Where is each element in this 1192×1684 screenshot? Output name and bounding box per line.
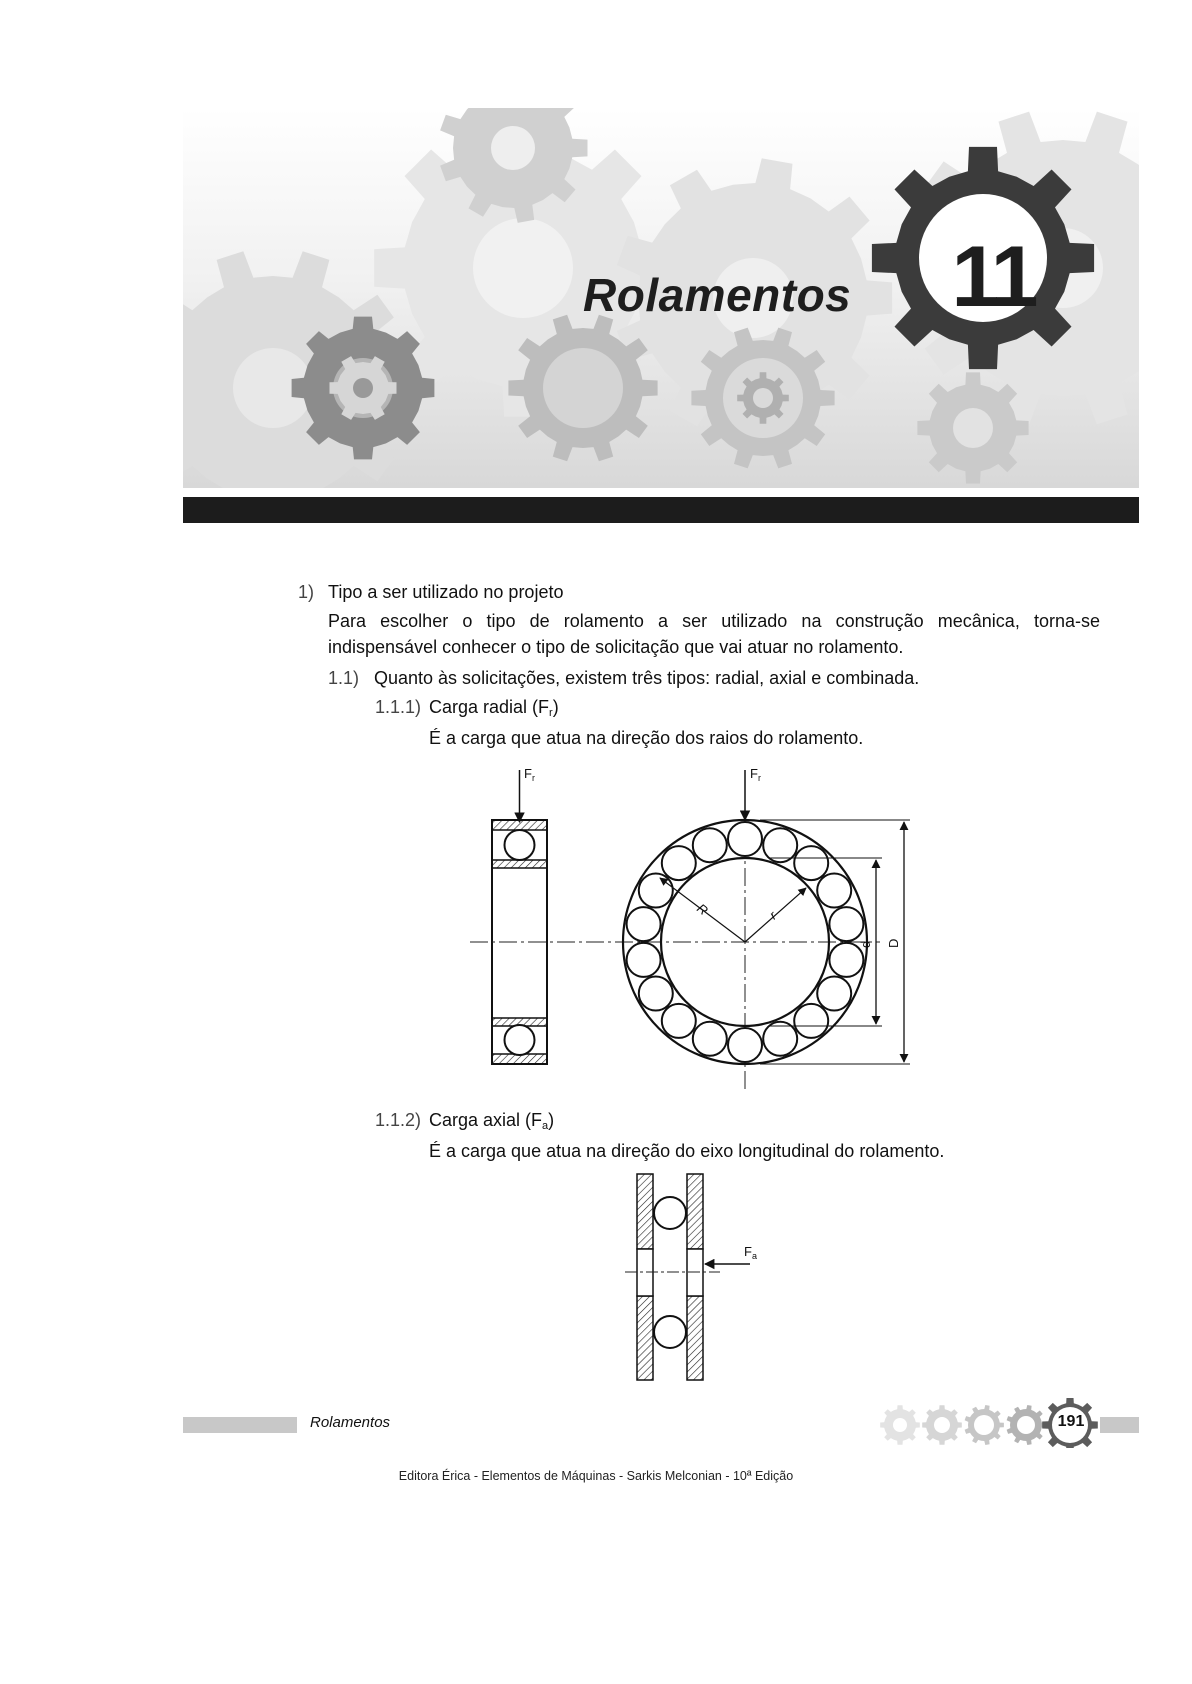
section-1-title: Tipo a ser utilizado no projeto xyxy=(328,582,564,602)
section-1-1-2-title: Carga axial (F xyxy=(429,1110,543,1130)
section-1-1-1-title: Carga radial (F xyxy=(429,697,550,717)
section-1-heading xyxy=(298,579,563,605)
footer-bar-left xyxy=(183,1417,297,1433)
section-1-1-heading xyxy=(328,665,919,691)
section-1-1-2-subscript: a xyxy=(542,1120,549,1132)
section-1-1-number: 1.1) xyxy=(328,668,360,688)
banner-divider-bar xyxy=(183,497,1139,523)
section-1-1-1-heading xyxy=(375,694,559,720)
section-1-1-2-number: 1.1.2) xyxy=(375,1110,422,1130)
section-1-1-2-heading xyxy=(375,1107,554,1133)
section-1-1-2-text: É a carga que atua na direção do eixo longitudinal do rolamento. xyxy=(429,1141,945,1161)
chapter-number: 11 xyxy=(951,229,1035,325)
footer-bar-right xyxy=(1100,1417,1139,1433)
axial-load-figure xyxy=(620,1170,770,1385)
axial-force-label: $F_a$ xyxy=(744,1244,757,1261)
side-force-label: $F_r$ xyxy=(524,766,535,783)
chapter-banner xyxy=(183,108,1139,488)
label-D: D xyxy=(886,938,901,948)
section-1-1-1-number: 1.1.1) xyxy=(375,697,422,717)
label-d: d xyxy=(858,940,873,948)
section-1-number: 1) xyxy=(298,582,315,602)
radial-load-figure xyxy=(470,760,930,1100)
axial-bearing-section xyxy=(625,1174,750,1380)
footer-section-title: Rolamentos xyxy=(310,1414,391,1431)
bearing-front-view xyxy=(623,770,910,1064)
label-r: r xyxy=(766,908,780,923)
chapter-title: Rolamentos xyxy=(583,269,852,321)
section-1-1-1-text: É a carga que atua na direção dos raios do rolamento. xyxy=(429,728,864,748)
bearing-side-view xyxy=(492,770,547,1064)
section-1-paragraph: Para escolher o tipo de rolamento a ser utilizado na construção mecânica, torna-se indispensável conhecer o tipo de solicitação que vai atuar no rolamento. xyxy=(328,611,1100,657)
front-force-label: $F_r$ xyxy=(750,766,761,783)
section-1-1-title: Quanto às solicitações, existem três tipos: radial, axial e combinada. xyxy=(374,668,920,688)
section-1-1-1-subscript: r xyxy=(549,707,553,719)
page-number: 191 xyxy=(1057,1413,1085,1430)
publisher-line: Editora Érica - Elementos de Máquinas - Sarkis Melconian - 10ª Edição xyxy=(398,1469,794,1483)
section-1-1-2-close: ) xyxy=(548,1110,555,1130)
label-R: R xyxy=(694,900,711,919)
section-1-1-1-close: ) xyxy=(552,697,559,717)
radius-r-line xyxy=(745,888,806,942)
